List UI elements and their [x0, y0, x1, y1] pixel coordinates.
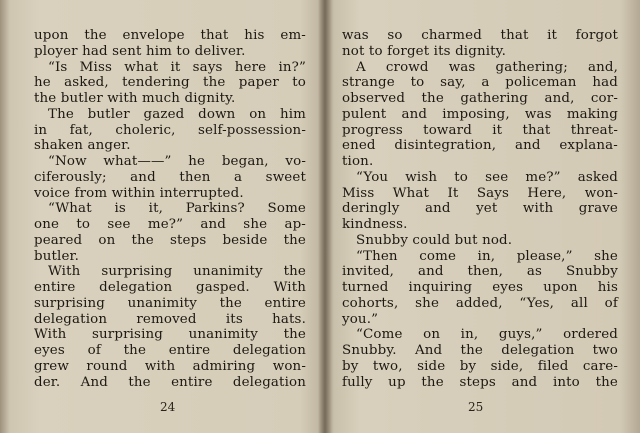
text-line: “What is it, Parkins? Some — [48, 201, 306, 217]
text-line: strange to say, a policeman had — [342, 75, 618, 91]
text-line: butler. — [34, 248, 80, 264]
text-line: observed the gathering and, cor- — [342, 91, 618, 106]
text-line: “Is Miss what it says here in?” — [48, 59, 306, 75]
text-line: progress toward it that threat- — [342, 122, 618, 138]
text-line: entire delegation gasped. With — [34, 280, 306, 295]
text-line: pulent and imposing, was making — [342, 106, 618, 122]
text-line: kindness. — [342, 217, 408, 232]
text-line: not to forget its dignity. — [342, 43, 507, 59]
text-line: “Now what——” he began, vo- — [48, 154, 306, 169]
text-line: delegation removed its hats. — [34, 311, 306, 327]
text-line: With surprising unanimity the — [48, 264, 306, 280]
text-line: deringly and yet with grave — [342, 201, 618, 217]
text-line: in fat, choleric, self-possession- — [34, 122, 306, 138]
left-page-number: 24 — [160, 400, 176, 414]
text-line: “Then come in, please,” she — [356, 248, 618, 264]
text-line: turned inquiring eyes upon his — [342, 280, 618, 295]
text-line: Snubby. And the delegation two — [342, 343, 618, 358]
text-line: “Come on in, guys,” ordered — [356, 327, 618, 343]
text-line: Snubby could but nod. — [356, 232, 513, 248]
text-line: eyes of the entire delegation — [34, 343, 306, 358]
text-line: ployer had sent him to deliver. — [34, 43, 246, 59]
right-page — [330, 0, 640, 433]
text-line: ened disintegration, and explana- — [342, 138, 618, 154]
text-line: he asked, tendering the paper to — [34, 75, 306, 91]
text-line: peared on the steps beside the — [34, 232, 306, 248]
right-page-text — [342, 28, 618, 390]
text-line: A crowd was gathering; and, — [356, 59, 618, 75]
text-line: fully up the steps and into the — [342, 374, 618, 390]
text-line: Miss What It Says Here, won- — [342, 185, 618, 201]
text-line: the butler with much dignity. — [34, 91, 236, 106]
text-line: “You wish to see me?” asked — [356, 169, 618, 185]
text-line: der. And the entire delegation — [34, 374, 306, 390]
text-line: invited, and then, as Snubby — [342, 264, 618, 280]
text-line: cohorts, she added, “Yes, all of — [342, 295, 618, 311]
text-line: The butler gazed down on him — [48, 106, 306, 122]
text-line: one to see me?” and she ap- — [34, 217, 306, 232]
text-line: shaken anger. — [34, 138, 131, 154]
text-line: grew round with admiring won- — [34, 358, 306, 374]
text-line: ciferously; and then a sweet — [34, 169, 306, 185]
text-line: was so charmed that it forgot — [342, 28, 618, 43]
text-line: surprising unanimity the entire — [34, 295, 306, 311]
right-page-number: 25 — [468, 400, 484, 414]
text-line: tion. — [342, 154, 374, 169]
text-line: voice from within interrupted. — [34, 185, 244, 201]
left-page-text — [34, 28, 306, 390]
text-line: by two, side by side, filed care- — [342, 358, 618, 374]
text-line: you.” — [342, 311, 379, 327]
text-line: upon the envelope that his em- — [34, 28, 306, 43]
text-line: With surprising unanimity the — [34, 327, 306, 343]
